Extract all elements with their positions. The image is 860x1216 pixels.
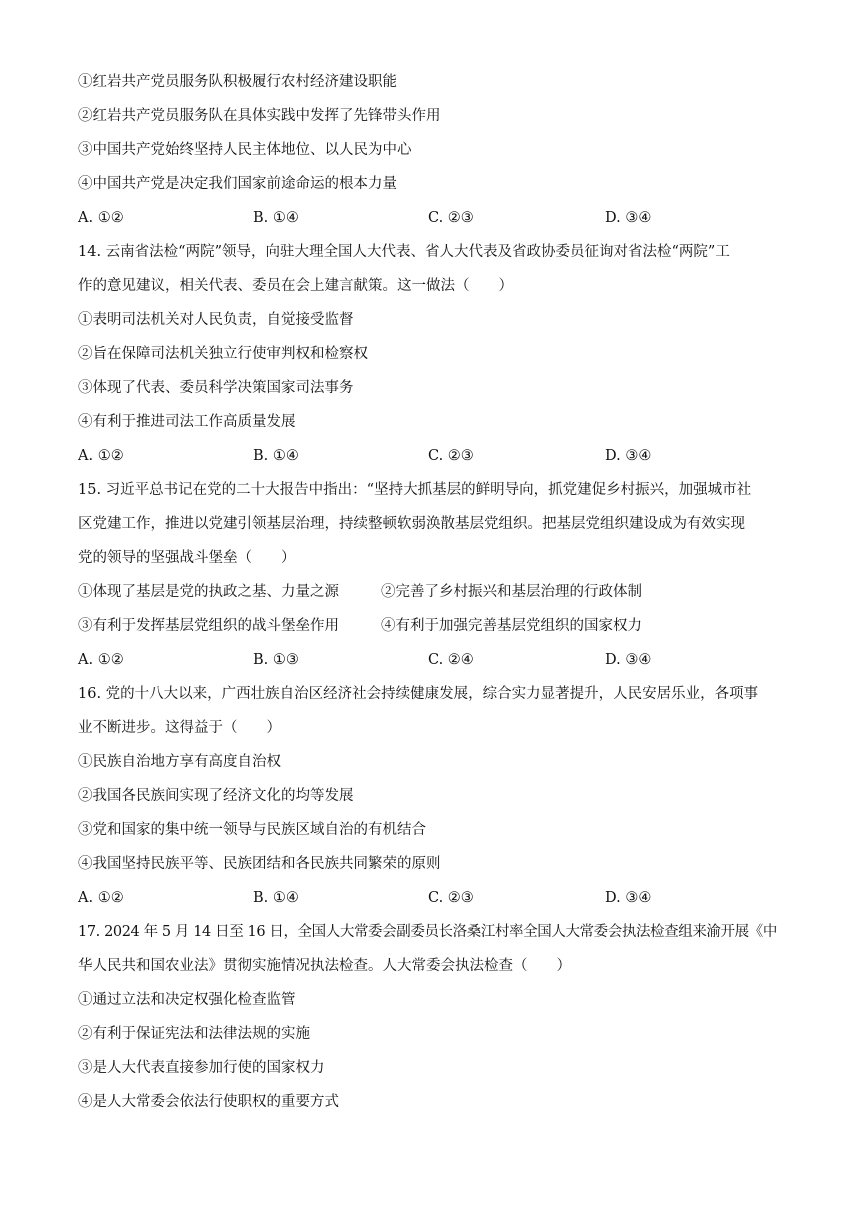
q14-option-a: A. ①② bbox=[78, 448, 124, 464]
q14-statement-2: ②旨在保障司法机关独立行使审判权和检察权 bbox=[78, 346, 368, 362]
q13-statement-1: ①红岩共产党员服务队积极履行农村经济建设职能 bbox=[78, 74, 397, 90]
q14-stem-line-1: 14. 云南省法检“两院”领导，向驻大理全国人大代表、省人大代表及省政协委员征询对省法检“两院”工 bbox=[78, 244, 730, 260]
q13-option-b: B. ①④ bbox=[253, 210, 299, 226]
q13-option-a: A. ①② bbox=[78, 210, 124, 226]
q13-statement-4: ④中国共产党是决定我们国家前途命运的根本力量 bbox=[78, 176, 397, 192]
q13-statement-3: ③中国共产党始终坚持人民主体地位、以人民为中心 bbox=[78, 142, 412, 158]
q14-statement-3: ③体现了代表、委员科学决策国家司法事务 bbox=[78, 380, 354, 396]
q16-option-b: B. ①④ bbox=[253, 890, 299, 906]
q16-statement-3: ③党和国家的集中统一领导与民族区域自治的有机结合 bbox=[78, 822, 426, 838]
q15-stem-line-2: 区党建工作，推进以党建引领基层治理，持续整顿软弱涣散基层党组织。把基层党组织建设成为有效实现 bbox=[78, 516, 745, 532]
q13-option-c: C. ②③ bbox=[428, 210, 474, 226]
q16-stem-line-1: 16. 党的十八大以来，广西壮族自治区经济社会持续健康发展，综合实力显著提升，人民安居乐业，各项事 bbox=[78, 686, 759, 702]
q17-stem-line-1: 17. 2024 年 5 月 14 日至 16 日，全国人大常委会副委员长洛桑江村率全国人大常委会执法检查组来渝开展《中 bbox=[78, 924, 777, 940]
q15-stem-line-3: 党的领导的坚强战斗堡垒（ ） bbox=[78, 550, 296, 566]
q15-statement-3: ③有利于发挥基层党组织的战斗堡垒作用 bbox=[78, 618, 339, 634]
q15-statement-2: ②完善了乡村振兴和基层治理的行政体制 bbox=[381, 584, 642, 600]
q17-stem-line-2: 华人民共和国农业法》贯彻实施情况执法检查。人大常委会执法检查（ ） bbox=[78, 958, 571, 974]
q14-option-b: B. ①④ bbox=[253, 448, 299, 464]
q15-statement-1: ①体现了基层是党的执政之基、力量之源 bbox=[78, 584, 339, 600]
q15-option-d: D. ③④ bbox=[605, 652, 652, 668]
q16-option-d: D. ③④ bbox=[605, 890, 652, 906]
q14-statement-1: ①表明司法机关对人民负责，自觉接受监督 bbox=[78, 312, 354, 328]
q14-option-c: C. ②③ bbox=[428, 448, 474, 464]
q17-statement-1: ①通过立法和决定权强化检查监管 bbox=[78, 992, 296, 1008]
q16-statement-2: ②我国各民族间实现了经济文化的均等发展 bbox=[78, 788, 354, 804]
q13-statement-2: ②红岩共产党员服务队在具体实践中发挥了先锋带头作用 bbox=[78, 108, 441, 124]
q15-option-c: C. ②④ bbox=[428, 652, 474, 668]
q15-stem-line-1: 15. 习近平总书记在党的二十大报告中指出：“坚持大抓基层的鲜明导向，抓党建促乡村振兴，加强城市社 bbox=[78, 482, 752, 498]
q17-statement-2: ②有利于保证宪法和法律法规的实施 bbox=[78, 1026, 310, 1042]
q14-option-d: D. ③④ bbox=[605, 448, 652, 464]
q15-statement-4: ④有利于加强完善基层党组织的国家权力 bbox=[381, 618, 642, 634]
q13-option-d: D. ③④ bbox=[605, 210, 652, 226]
q15-option-b: B. ①③ bbox=[253, 652, 299, 668]
q16-statement-1: ①民族自治地方享有高度自治权 bbox=[78, 754, 281, 770]
q16-option-a: A. ①② bbox=[78, 890, 124, 906]
q16-stem-line-2: 业不断进步。这得益于（ ） bbox=[78, 720, 281, 736]
q14-statement-4: ④有利于推进司法工作高质量发展 bbox=[78, 414, 296, 430]
q16-option-c: C. ②③ bbox=[428, 890, 474, 906]
q15-option-a: A. ①② bbox=[78, 652, 124, 668]
q14-stem-line-2: 作的意见建议，相关代表、委员在会上建言献策。这一做法（ ） bbox=[78, 278, 513, 294]
q17-statement-4: ④是人大常委会依法行使职权的重要方式 bbox=[78, 1094, 339, 1110]
q16-statement-4: ④我国坚持民族平等、民族团结和各民族共同繁荣的原则 bbox=[78, 856, 441, 872]
q17-statement-3: ③是人大代表直接参加行使的国家权力 bbox=[78, 1060, 325, 1076]
